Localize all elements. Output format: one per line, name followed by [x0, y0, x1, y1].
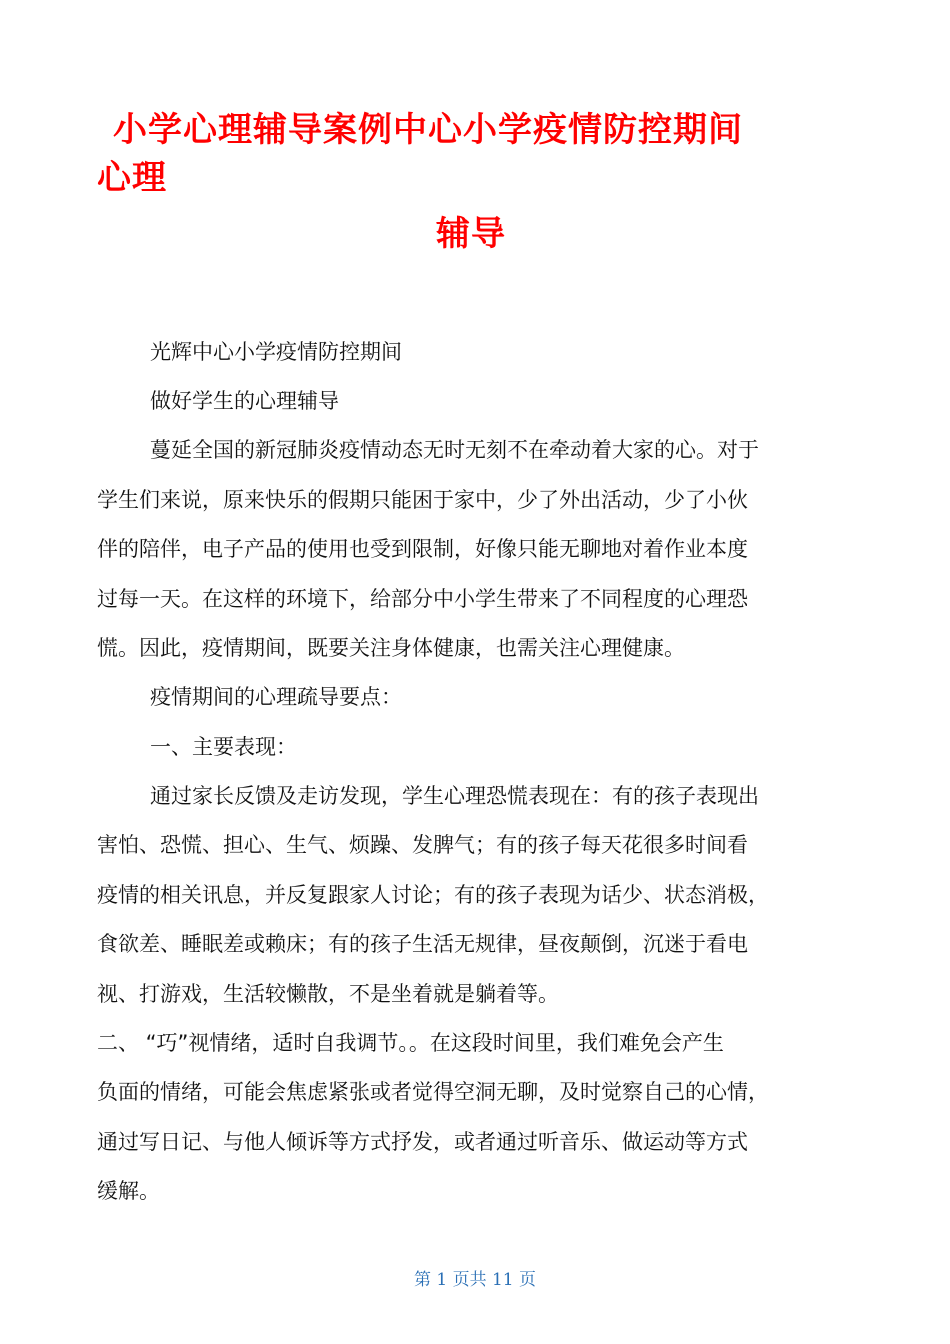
body-line: 疫情期间的心理疏导要点：: [150, 685, 402, 709]
body-line: 蔓延全国的新冠肺炎疫情动态无时无刻不在牵动着大家的心。对于: [150, 438, 759, 462]
page-number-footer: 第 1 页共 11 页: [413, 1270, 537, 1290]
body-line: 缓解。: [97, 1179, 160, 1203]
document-title-line-1: 小学心理辅导案例中心小学疫情防控期间: [113, 110, 743, 150]
document-title-line-2: 心理: [97, 158, 167, 198]
body-line: 过每一天。在这样的环境下，给部分中小学生带来了不同程度的心理恐: [97, 587, 748, 611]
body-line: 视、打游戏，生活较懒散，不是坐着就是躺着等。: [97, 982, 559, 1006]
body-line: 二、 “巧”视情绪，适时自我调节。。在这段时间里，我们难免会产生: [97, 1031, 724, 1055]
body-line: 伴的陪伴，电子产品的使用也受到限制，好像只能无聊地对着作业本度: [97, 537, 748, 561]
body-line: 做好学生的心理辅导: [150, 389, 339, 413]
body-line: 一、主要表现：: [150, 735, 297, 759]
body-line: 通过家长反馈及走访发现，学生心理恐慌表现在：有的孩子表现出: [150, 784, 759, 808]
document-title-line-3: 辅导: [436, 214, 506, 254]
body-line: 光辉中心小学疫情防控期间: [150, 340, 402, 364]
body-line: 负面的情绪，可能会焦虑紧张或者觉得空洞无聊，及时觉察自己的心情，: [97, 1080, 769, 1104]
body-line: 学生们来说，原来快乐的假期只能困于家中，少了外出活动，少了小伙: [97, 488, 748, 512]
body-line: 慌。因此，疫情期间，既要关注身体健康，也需关注心理健康。: [97, 636, 685, 660]
body-line: 害怕、恐慌、担心、生气、烦躁、发脾气；有的孩子每天花很多时间看: [97, 833, 748, 857]
body-line: 食欲差、睡眠差或赖床；有的孩子生活无规律，昼夜颠倒，沉迷于看电: [97, 932, 748, 956]
body-line: 通过写日记、与他人倾诉等方式抒发，或者通过听音乐、做运动等方式: [97, 1130, 748, 1154]
body-line: 疫情的相关讯息，并反复跟家人讨论；有的孩子表现为话少、状态消极，: [97, 883, 769, 907]
